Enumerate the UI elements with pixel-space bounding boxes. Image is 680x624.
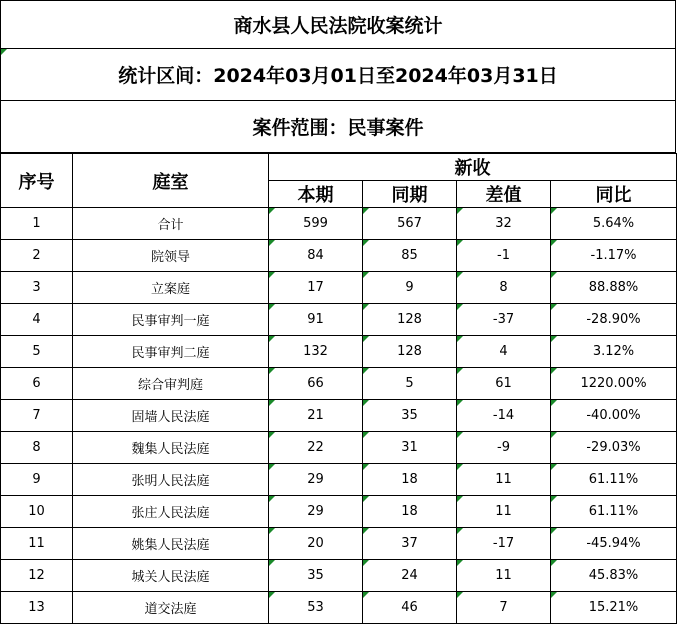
- table-row: [1, 240, 677, 272]
- table-row: [1, 464, 677, 496]
- cell-yoy: -40.00%: [551, 400, 677, 432]
- cell-difference: -37: [457, 304, 551, 336]
- cell-difference: -14: [457, 400, 551, 432]
- cell-yoy: 61.11%: [551, 464, 677, 496]
- cell-seq: 6: [1, 368, 73, 400]
- cell-seq: 9: [1, 464, 73, 496]
- cell-difference: 11: [457, 560, 551, 592]
- cell-seq: 1: [1, 208, 73, 240]
- cell-court: 院领导: [73, 240, 269, 272]
- cell-difference: 4: [457, 336, 551, 368]
- cell-seq: 11: [1, 528, 73, 560]
- cell-difference: -17: [457, 528, 551, 560]
- cell-seq: 4: [1, 304, 73, 336]
- header-current: 本期: [269, 181, 363, 208]
- cell-yoy: 45.83%: [551, 560, 677, 592]
- cell-yoy: 88.88%: [551, 272, 677, 304]
- cell-current: 132: [269, 336, 363, 368]
- cell-same-period: 567: [363, 208, 457, 240]
- report-period-text: 统计区间：2024年03月01日至2024年03月31日: [118, 65, 558, 87]
- cell-difference: 11: [457, 464, 551, 496]
- cell-yoy: 3.12%: [551, 336, 677, 368]
- cell-same-period: 9: [363, 272, 457, 304]
- cell-court: 城关人民法庭: [73, 560, 269, 592]
- report-period: [0, 49, 676, 101]
- cell-current: 84: [269, 240, 363, 272]
- cell-difference: 61: [457, 368, 551, 400]
- cell-same-period: 24: [363, 560, 457, 592]
- table-row: [1, 208, 677, 240]
- cell-yoy: -1.17%: [551, 240, 677, 272]
- table-row: [1, 592, 677, 624]
- cell-same-period: 85: [363, 240, 457, 272]
- cell-same-period: 31: [363, 432, 457, 464]
- table-row: [1, 272, 677, 304]
- table-row: [1, 528, 677, 560]
- cell-court: 综合审判庭: [73, 368, 269, 400]
- cell-court: 固墙人民法庭: [73, 400, 269, 432]
- cell-marker: [1, 49, 7, 55]
- cell-seq: 8: [1, 432, 73, 464]
- cell-current: 20: [269, 528, 363, 560]
- header-new-cases: 新收: [269, 154, 677, 181]
- table-row: [1, 400, 677, 432]
- cell-seq: 5: [1, 336, 73, 368]
- cell-current: 29: [269, 496, 363, 528]
- case-table: [0, 153, 677, 624]
- cell-yoy: 15.21%: [551, 592, 677, 624]
- cell-court: 张明人民法庭: [73, 464, 269, 496]
- cell-court: 民事审判一庭: [73, 304, 269, 336]
- cell-current: 91: [269, 304, 363, 336]
- cell-current: 599: [269, 208, 363, 240]
- cell-difference: 32: [457, 208, 551, 240]
- cell-same-period: 46: [363, 592, 457, 624]
- cell-difference: -9: [457, 432, 551, 464]
- cell-current: 21: [269, 400, 363, 432]
- cell-difference: -1: [457, 240, 551, 272]
- cell-difference: 11: [457, 496, 551, 528]
- table-body: [1, 208, 677, 624]
- cell-same-period: 128: [363, 336, 457, 368]
- table-row: [1, 560, 677, 592]
- cell-court: 魏集人民法庭: [73, 432, 269, 464]
- cell-court: 立案庭: [73, 272, 269, 304]
- cell-court: 道交法庭: [73, 592, 269, 624]
- cell-current: 35: [269, 560, 363, 592]
- cell-seq: 3: [1, 272, 73, 304]
- report-scope: 案件范围：民事案件: [0, 101, 676, 153]
- cell-yoy: 1220.00%: [551, 368, 677, 400]
- cell-seq: 13: [1, 592, 73, 624]
- table-row: [1, 368, 677, 400]
- cell-yoy: -45.94%: [551, 528, 677, 560]
- cell-seq: 12: [1, 560, 73, 592]
- cell-same-period: 18: [363, 464, 457, 496]
- cell-current: 17: [269, 272, 363, 304]
- cell-yoy: 61.11%: [551, 496, 677, 528]
- cell-same-period: 35: [363, 400, 457, 432]
- header-same-period: 同期: [363, 181, 457, 208]
- cell-court: 合计: [73, 208, 269, 240]
- cell-yoy: -28.90%: [551, 304, 677, 336]
- cell-current: 53: [269, 592, 363, 624]
- cell-court: 张庄人民法庭: [73, 496, 269, 528]
- cell-difference: 8: [457, 272, 551, 304]
- header-difference: 差值: [457, 181, 551, 208]
- cell-seq: 10: [1, 496, 73, 528]
- cell-yoy: -29.03%: [551, 432, 677, 464]
- cell-current: 22: [269, 432, 363, 464]
- cell-same-period: 18: [363, 496, 457, 528]
- header-seq: 序号: [1, 154, 73, 208]
- cell-seq: 7: [1, 400, 73, 432]
- cell-current: 29: [269, 464, 363, 496]
- table-row: [1, 432, 677, 464]
- table-row: [1, 496, 677, 528]
- header-yoy: 同比: [551, 181, 677, 208]
- cell-seq: 2: [1, 240, 73, 272]
- cell-same-period: 5: [363, 368, 457, 400]
- table-row: [1, 336, 677, 368]
- cell-difference: 7: [457, 592, 551, 624]
- header-court: 庭室: [73, 154, 269, 208]
- table-row: [1, 304, 677, 336]
- cell-current: 66: [269, 368, 363, 400]
- cell-same-period: 128: [363, 304, 457, 336]
- cell-same-period: 37: [363, 528, 457, 560]
- cell-court: 民事审判二庭: [73, 336, 269, 368]
- report-title: 商水县人民法院收案统计: [0, 0, 676, 49]
- cell-court: 姚集人民法庭: [73, 528, 269, 560]
- cell-yoy: 5.64%: [551, 208, 677, 240]
